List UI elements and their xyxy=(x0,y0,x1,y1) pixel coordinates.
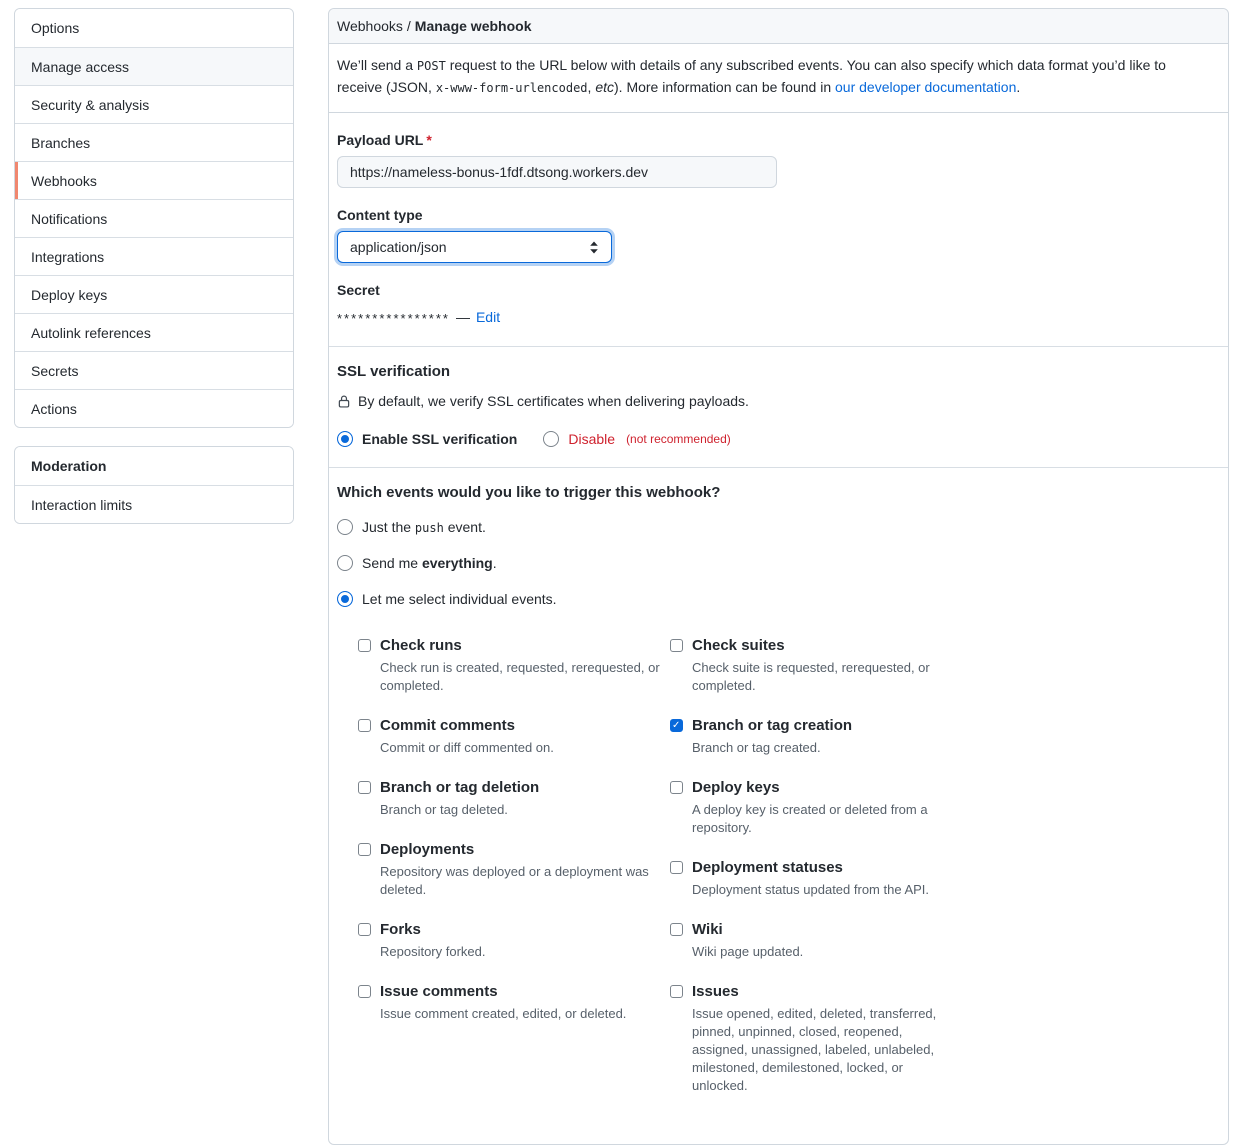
manage-webhook-panel xyxy=(328,8,1229,1145)
checkbox-check-runs[interactable] xyxy=(358,639,371,652)
breadcrumb xyxy=(329,9,1228,44)
content-type-label: Content type xyxy=(337,207,423,223)
breadcrumb-current: Manage webhook xyxy=(414,18,532,34)
radio-icon[interactable] xyxy=(337,431,353,447)
sidebar-item-webhooks[interactable]: Webhooks xyxy=(15,161,293,199)
radio-icon[interactable] xyxy=(337,555,353,571)
event-trigger-options xyxy=(337,517,1220,609)
event-item-check-suites: Check suites Check suite is requested, rerequested, or completed. xyxy=(670,636,982,695)
moderation-nav-box xyxy=(14,446,294,524)
radio-icon[interactable] xyxy=(337,591,353,607)
disable-ssl-radio[interactable]: Disable (not recommended) xyxy=(543,431,730,447)
settings-nav-box xyxy=(14,8,294,428)
sidebar-item-security-analysis[interactable]: Security & analysis xyxy=(15,85,293,123)
event-item-check-runs: Check runs Check run is created, requested, rerequested, or completed. xyxy=(358,636,670,695)
event-item-wiki: Wiki Wiki page updated. xyxy=(670,920,982,961)
sidebar-item-options[interactable]: Options xyxy=(15,9,293,47)
required-asterisk: * xyxy=(426,132,432,148)
events-question: Which events would you like to trigger this webhook? xyxy=(337,484,721,501)
event-item-deployment-statuses: Deployment statuses Deployment status updated from the API. xyxy=(670,858,982,899)
event-item-branch-or-tag-deletion: Branch or tag deletion Branch or tag deleted. xyxy=(358,778,670,819)
events-section xyxy=(329,484,1228,1144)
event-item-issue-comments: Issue comments Issue comment created, edited, or deleted. xyxy=(358,982,670,1023)
developer-docs-link[interactable]: our developer documentation xyxy=(835,79,1017,95)
checkbox-deployments[interactable] xyxy=(358,843,371,856)
just-push-radio[interactable]: Just the push event. xyxy=(337,517,1220,537)
webhook-form-section xyxy=(329,132,1228,347)
checkbox-deployment-statuses[interactable] xyxy=(670,861,683,874)
select-caret-icon xyxy=(589,241,599,254)
event-item-deployments: Deployments Repository was deployed or a deployment was deleted. xyxy=(358,840,670,899)
checkbox-issue-comments[interactable] xyxy=(358,985,371,998)
webhook-description: We’ll send a POST request to the URL below with details of any subscribed events. You can also specify which data format you’d like to receive (JSON, x-www-form-urlencoded, etc). More information can be found in our developer documentation. xyxy=(329,44,1228,113)
payload-url-input[interactable] xyxy=(337,156,777,188)
content-type-select[interactable] xyxy=(337,231,612,263)
sidebar-item-interaction-limits[interactable]: Interaction limits xyxy=(15,485,293,523)
payload-url-label: Payload URL * xyxy=(337,132,432,148)
breadcrumb-separator: / xyxy=(406,18,411,34)
individual-events-radio[interactable]: Let me select individual events. xyxy=(337,589,1220,609)
sidebar-item-branches[interactable]: Branches xyxy=(15,123,293,161)
event-item-deploy-keys: Deploy keys A deploy key is created or deleted from a repository. xyxy=(670,778,982,837)
sidebar-item-notifications[interactable]: Notifications xyxy=(15,199,293,237)
sidebar-item-manage-access[interactable]: Manage access xyxy=(15,47,293,85)
sidebar-item-integrations[interactable]: Integrations xyxy=(15,237,293,275)
secret-masked-value: **************** xyxy=(337,311,450,326)
secret-separator: — xyxy=(455,309,470,325)
sidebar-item-deploy-keys[interactable]: Deploy keys xyxy=(15,275,293,313)
ssl-note: By default, we verify SSL certificates when delivering payloads. xyxy=(337,393,1220,409)
event-item-commit-comments: Commit comments Commit or diff commented on. xyxy=(358,716,670,757)
lock-icon xyxy=(337,394,351,409)
checkbox-deploy-keys[interactable] xyxy=(670,781,683,794)
sidebar-item-autolink-references[interactable]: Autolink references xyxy=(15,313,293,351)
event-item-issues: Issues Issue opened, edited, deleted, transferred, pinned, unpinned, closed, reopened, assigned, unassigned, labeled, unlabeled, milestoned, demilestoned, locked, or unlocked. xyxy=(670,982,982,1095)
send-everything-radio[interactable]: Send me everything. xyxy=(337,553,1220,573)
checkbox-branch-or-tag-deletion[interactable] xyxy=(358,781,371,794)
ssl-heading: SSL verification xyxy=(337,363,451,380)
ssl-verification-section xyxy=(329,363,1228,468)
event-item-branch-or-tag-creation: ✓ Branch or tag creation Branch or tag created. xyxy=(670,716,982,757)
radio-icon[interactable] xyxy=(337,519,353,535)
moderation-header: Moderation xyxy=(15,447,293,485)
ssl-radio-group xyxy=(337,431,1220,447)
content-type-selected-value: application/json xyxy=(350,239,447,255)
event-checkbox-grid xyxy=(358,636,1220,1116)
checkbox-wiki[interactable] xyxy=(670,923,683,936)
secret-row xyxy=(337,308,1220,326)
breadcrumb-webhooks-link[interactable]: Webhooks xyxy=(337,18,403,34)
event-column-right xyxy=(670,636,982,1116)
secret-label: Secret xyxy=(337,282,380,298)
checkbox-forks[interactable] xyxy=(358,923,371,936)
checkbox-check-suites[interactable] xyxy=(670,639,683,652)
secret-edit-link[interactable]: Edit xyxy=(475,309,501,325)
enable-ssl-radio[interactable]: Enable SSL verification xyxy=(337,431,517,447)
sidebar-item-actions[interactable]: Actions xyxy=(15,389,293,427)
event-item-forks: Forks Repository forked. xyxy=(358,920,670,961)
checkbox-commit-comments[interactable] xyxy=(358,719,371,732)
event-column-left xyxy=(358,636,670,1116)
settings-sidebar xyxy=(14,8,294,524)
radio-icon[interactable] xyxy=(543,431,559,447)
sidebar-item-secrets[interactable]: Secrets xyxy=(15,351,293,389)
checkbox-issues[interactable] xyxy=(670,985,683,998)
checkbox-branch-or-tag-creation[interactable] xyxy=(670,719,683,732)
